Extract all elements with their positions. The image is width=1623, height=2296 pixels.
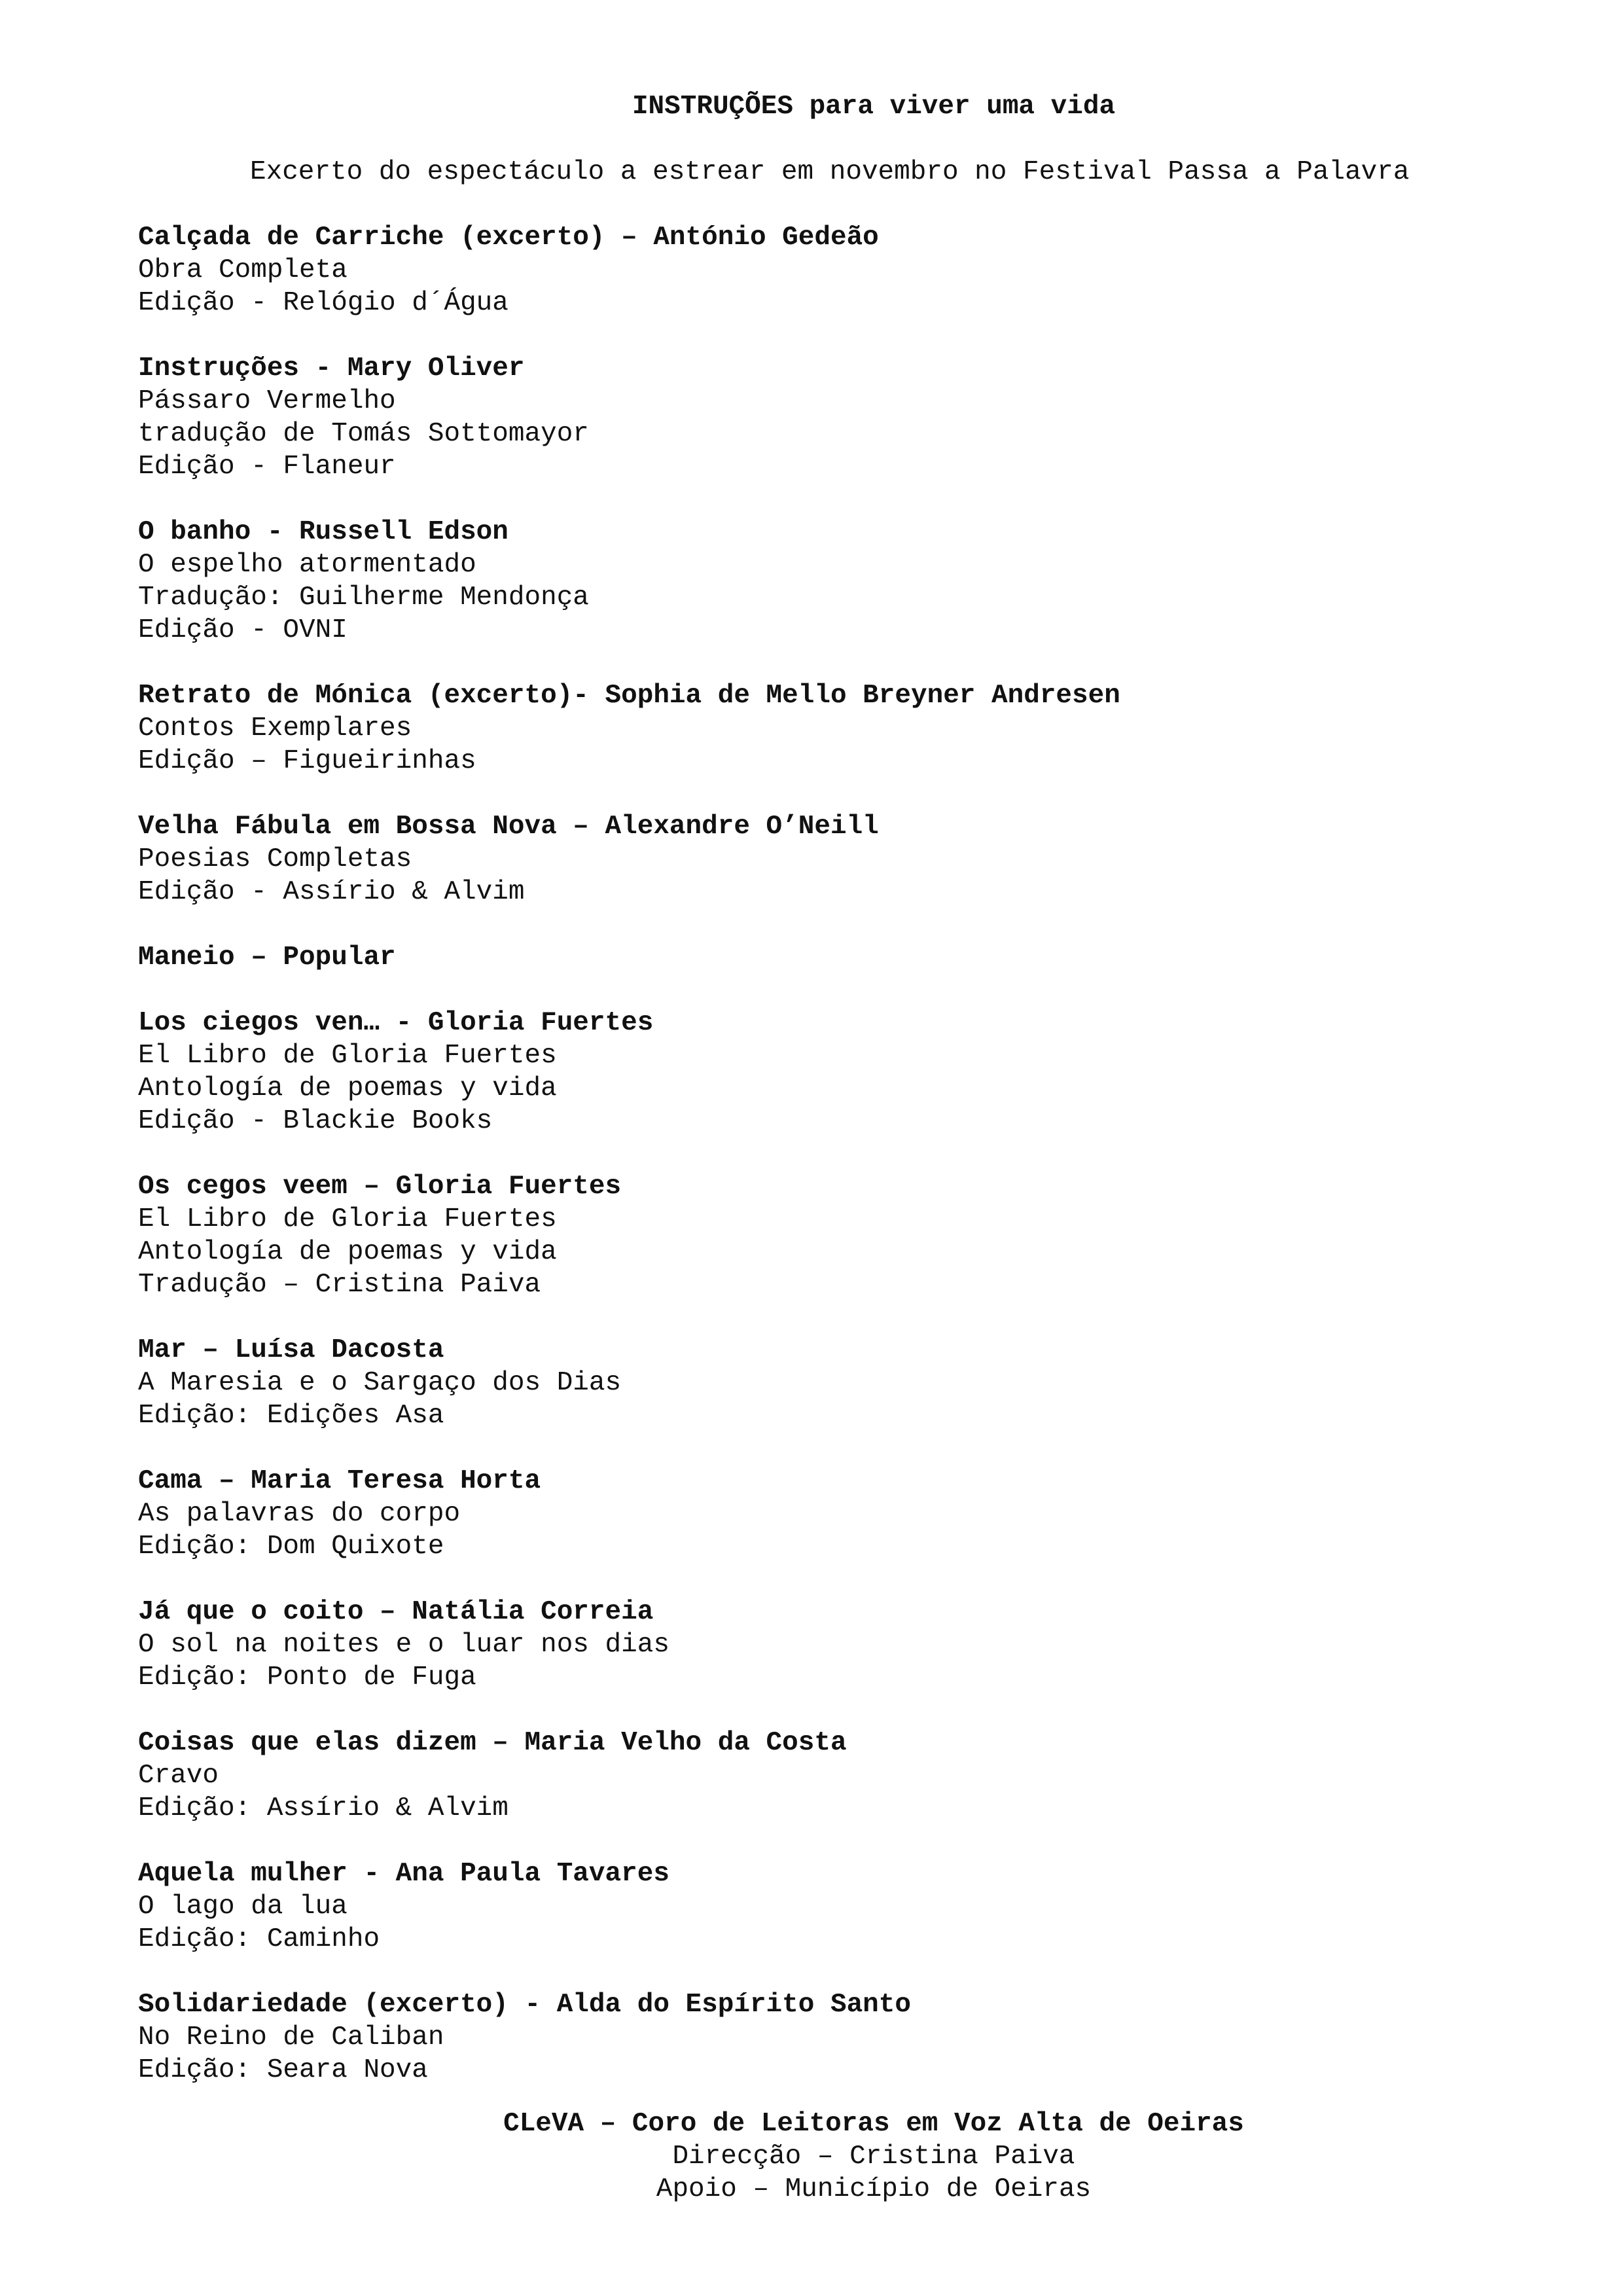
entry-detail-line: Edição - OVNI [138, 615, 348, 645]
entry-detail-line: Edição – Figueirinhas [138, 746, 476, 776]
entry-detail-line: Contos Exemplares [138, 713, 412, 744]
entry-detail-line: Tradução – Cristina Paiva [138, 1270, 541, 1300]
entry-heading: Calçada de Carriche (excerto) – António Gedeão [138, 223, 879, 253]
list-item [138, 1465, 1578, 1563]
list-item [138, 352, 1578, 483]
footer-support: Apoio – Município de Oeiras [656, 2174, 1092, 2204]
entry-detail-line: Edição - Flaneur [138, 452, 396, 482]
entry-detail-line: O espelho atormentado [138, 550, 476, 580]
entry-detail-line: As palavras do corpo [138, 1499, 461, 1529]
entry-heading: Velha Fábula em Bossa Nova – Alexandre O’Neill [138, 812, 879, 842]
entry-heading: Solidariedade (excerto) - Alda do Espírito Santo [138, 1990, 911, 2020]
list-item [138, 1988, 1578, 2087]
entry-detail-line: Pássaro Vermelho [138, 386, 396, 416]
entry-detail-line: Obra Completa [138, 255, 348, 285]
entry-heading: O banho - Russell Edson [138, 517, 508, 547]
list-item [138, 516, 1578, 647]
entry-detail-line: El Libro de Gloria Fuertes [138, 1041, 557, 1071]
entry-detail-line: Poesias Completas [138, 844, 412, 874]
entry-detail-line: O lago da lua [138, 1892, 348, 1922]
entry-heading: Instruções - Mary Oliver [138, 353, 525, 384]
entry-detail-line: Edição: Seara Nova [138, 2055, 428, 2085]
entry-heading: Aquela mulher - Ana Paula Tavares [138, 1859, 669, 1889]
entry-detail-line: O sol na noites e o luar nos dias [138, 1630, 669, 1660]
entry-detail-line: A Maresia e o Sargaço dos Dias [138, 1368, 622, 1398]
entry-heading: Maneio – Popular [138, 942, 396, 973]
entry-detail-line: No Reino de Caliban [138, 2022, 444, 2053]
list-item [138, 941, 1578, 974]
entry-heading: Já que o coito – Natália Correia [138, 1597, 654, 1627]
entry-detail-line: El Libro de Gloria Fuertes [138, 1204, 557, 1234]
entry-detail-line: Tradução: Guilherme Mendonça [138, 583, 589, 613]
entry-heading: Retrato de Mónica (excerto)- Sophia de Mello Breyner Andresen [138, 681, 1120, 711]
entry-list [138, 221, 1578, 2119]
entry-detail-line: Antología de poemas y vida [138, 1073, 557, 1103]
list-item [138, 810, 1578, 908]
entry-detail-line: Edição: Assírio & Alvim [138, 1793, 508, 1823]
entry-detail-line: Antología de poemas y vida [138, 1237, 557, 1267]
entry-detail-line: Cravo [138, 1761, 219, 1791]
list-item [138, 1596, 1578, 1694]
entry-detail-line: Edição - Relógio d´Água [138, 288, 508, 318]
entry-heading: Cama – Maria Teresa Horta [138, 1466, 541, 1496]
footer-organization: CLeVA – Coro de Leitoras em Voz Alta de Oeiras [503, 2109, 1244, 2139]
document-subtitle: Excerto do espectáculo a estrear em novembro no Festival Passa a Palavra [250, 157, 1410, 187]
list-item [138, 679, 1578, 778]
entry-detail-line: Edição: Edições Asa [138, 1401, 444, 1431]
entry-detail-line: Edição: Ponto de Fuga [138, 1662, 476, 1693]
entry-detail-line: Edição - Blackie Books [138, 1106, 493, 1136]
list-item [138, 221, 1578, 319]
footer-direction: Direcção – Cristina Paiva [672, 2142, 1075, 2172]
list-item [138, 1857, 1578, 1956]
list-item [138, 1007, 1578, 1138]
entry-heading: Mar – Luísa Dacosta [138, 1335, 444, 1365]
entry-detail-line: Edição: Caminho [138, 1924, 380, 1954]
entry-detail-line: Edição - Assírio & Alvim [138, 877, 525, 907]
list-item [138, 1170, 1578, 1301]
list-item [138, 1727, 1578, 1825]
entry-detail-line: Edição: Dom Quixote [138, 1532, 444, 1562]
entry-detail-line: tradução de Tomás Sottomayor [138, 419, 589, 449]
list-item [138, 1334, 1578, 1432]
entry-heading: Os cegos veem – Gloria Fuertes [138, 1172, 622, 1202]
entry-heading: Los ciegos ven… - Gloria Fuertes [138, 1008, 654, 1038]
document-title: INSTRUÇÕES para viver uma vida [632, 92, 1116, 122]
entry-heading: Coisas que elas dizem – Maria Velho da Costa [138, 1728, 847, 1758]
footer [0, 2108, 1623, 2206]
